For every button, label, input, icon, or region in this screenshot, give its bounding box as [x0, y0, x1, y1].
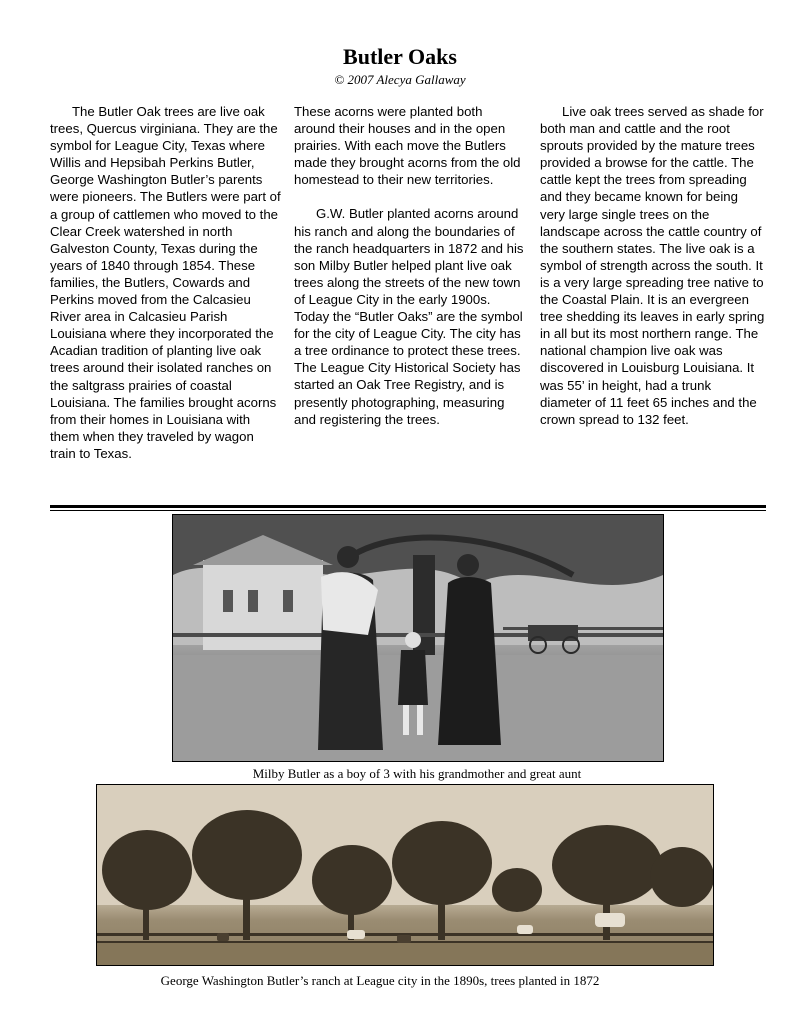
text-column-3 — [540, 103, 766, 428]
page-title: Butler Oaks — [343, 44, 457, 69]
family-photo — [172, 514, 664, 762]
photo-caption: Milby Butler as a boy of 3 with his grandmother and great aunt — [252, 766, 582, 781]
paragraph: The Butler Oak trees are live oak trees, Quercus virginiana. They are the symbol for League City, Texas where Willis and Hepsibah Perkins Butler, George Washington Butler’s parents were pioneers. The Butlers were part of a group of cattlemen who moved to the Clear Creek watershed in north Galveston County, Texas during the years of 1840 through 1854. These families, the Butlers, Cowards and Perkins moved from the Calcasieu River area in Calcasieu Parish Louisiana where they incorporated the Acadian tradition of planting live oak trees around their isolated ranches on the saltgrass prairies of coastal Louisiana. The families brought acorns from their homes in Louisiana with them when they traveled by wagon train to Texas. — [50, 104, 281, 461]
divider-rule — [50, 505, 766, 508]
copyright-byline: © 2007 Alecya Gallaway — [334, 72, 466, 87]
family-photo-illustration — [173, 515, 663, 761]
text-column-2 — [294, 103, 526, 428]
divider-rule — [50, 510, 766, 511]
paragraph: Live oak trees served as shade for both man and cattle and the root sprouts provided by the mature trees provided a browse for the cattle. The cattle kept the trees from spreading and they became known for being very large single trees on the landscape across the cattle country of the southern states. The live oak is a symbol of strength across the south. It is a very large spreading tree native to the Coastal Plain. It is an evergreen tree shedding its leaves in early spring in all but its most northern range. The national champion live oak was discovered in Louisburg Louisiana. It was 55’ in height, had a trunk diameter of 11 feet 65 inches and the crown spread to 132 feet. — [540, 104, 765, 427]
text-column-1 — [50, 103, 282, 462]
ranch-photo-illustration — [97, 785, 713, 965]
paragraph: G.W. Butler planted acorns around his ranch and along the boundaries of the ranch headquarters in 1872 and his son Milby Butler helped plant live oak trees along the streets of the new town of League City in the early 1900s. Today the “Butler Oaks” are the symbol for the city of League City. The city has a tree ordinance to protect these trees. The League City Historical Society has started an Oak Tree Registry, and is presently photographing, measuring and registering the trees. — [294, 206, 524, 427]
ranch-photo — [96, 784, 714, 966]
photo-caption: George Washington Butler’s ranch at League city in the 1890s, trees planted in 1872 — [160, 973, 600, 988]
paragraph: These acorns were planted both around their houses and in the open prairies. With each move the Butlers made they brought acorns from the old homestead to their new territories. — [294, 104, 521, 188]
